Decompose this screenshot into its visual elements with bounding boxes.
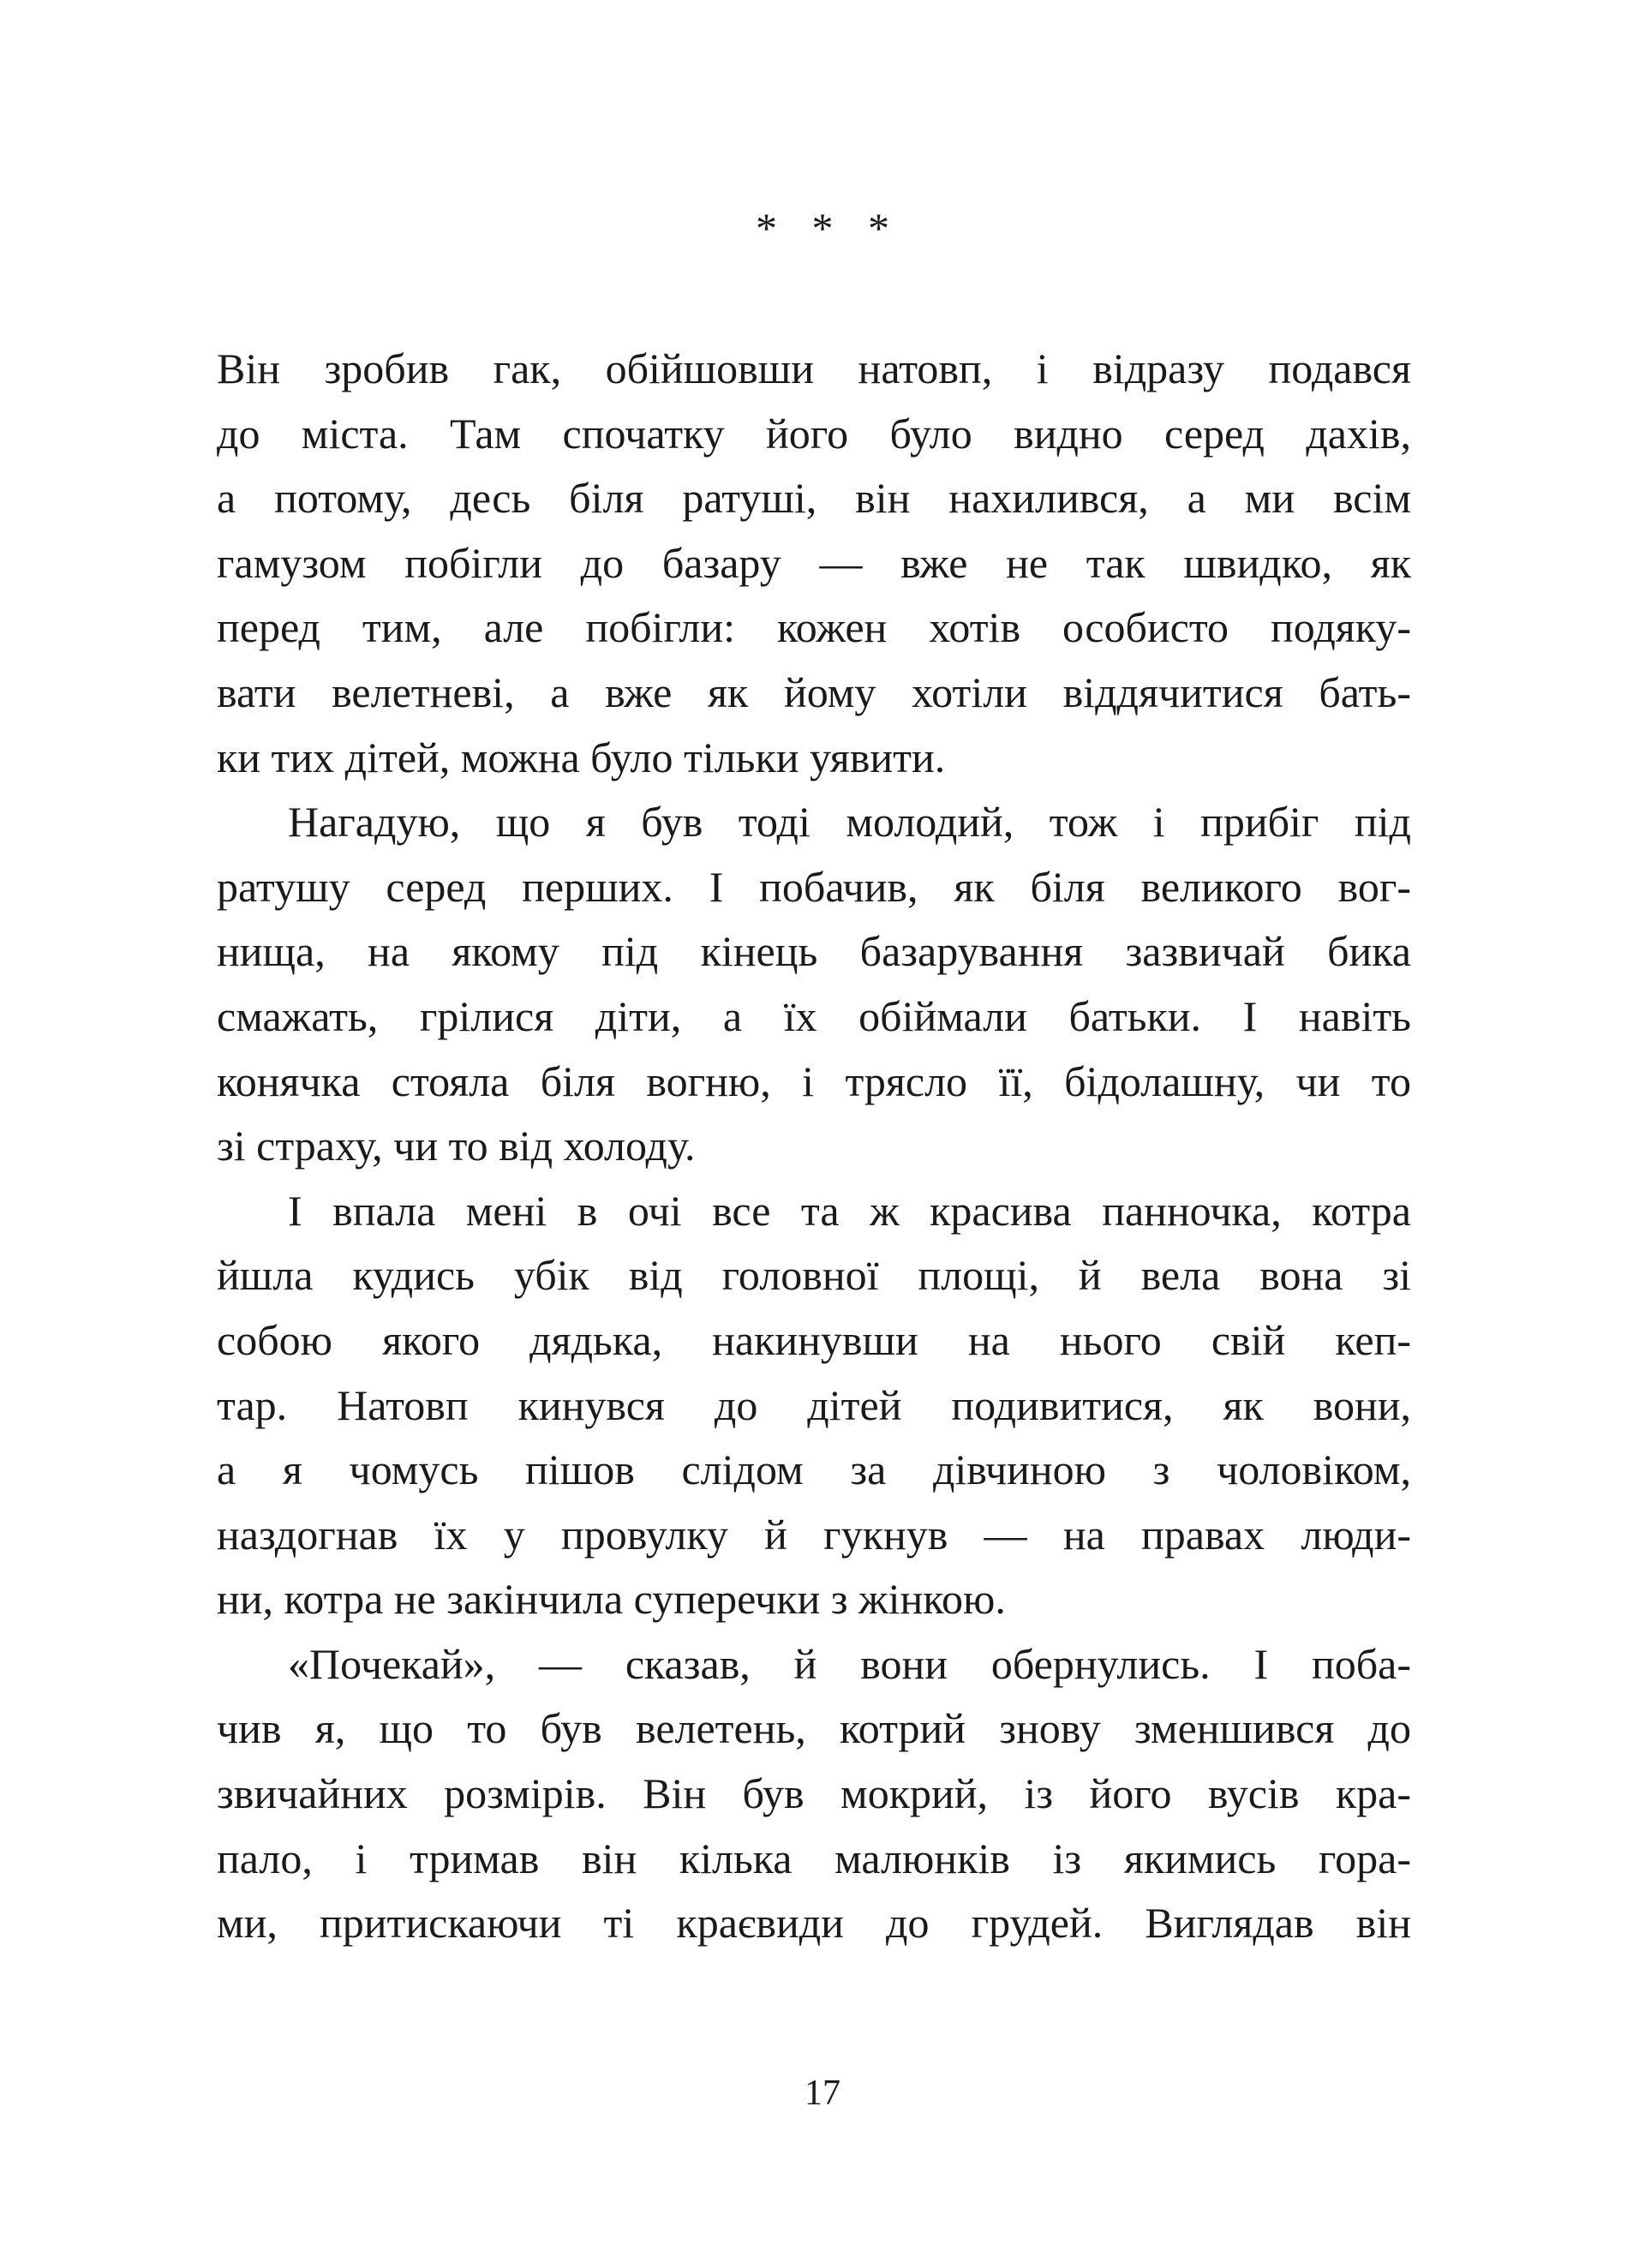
text-line: Нагадую, що я був тоді молодий, тож і прибіг під [288, 798, 1411, 847]
text-line: а потому, десь біля ратуші, він нахилився, а ми всім [217, 474, 1411, 523]
text-line: «Почекай», — сказав, й вони обернулись. І поба- [288, 1639, 1411, 1688]
paragraph [217, 337, 1411, 790]
text-line: пало, і тримав він кілька малюнків із якимись гора- [217, 1834, 1411, 1882]
text-line: собою якого дядька, накинувши на нього свій кеп- [217, 1315, 1411, 1364]
text-line: ратушу серед перших. І побачив, як біля великого вог- [217, 862, 1411, 911]
text-line: ми, притискаючи ті краєвиди до грудей. Виглядав він [217, 1899, 1411, 1948]
text-line: Він зробив гак, обійшовши натовп, і відразу подався [217, 344, 1411, 392]
text-line: ки тих дітей, можна було тільки уявити. [217, 733, 946, 781]
text-line: чив я, що то був велетень, котрий знову зменшився до [217, 1704, 1411, 1753]
text-line: зі страху, чи то від холоду. [217, 1122, 696, 1170]
body-text [217, 337, 1411, 1956]
text-line: І впала мені в очі все та ж красива панночка, котра [288, 1186, 1411, 1235]
text-line: йшла кудись убік від головної площі, й вела вона зі [217, 1251, 1411, 1300]
text-line: ни, котра не закінчила суперечки з жінкою. [217, 1575, 1006, 1624]
text-line: нища, на якому під кінець базарування зазвичай бика [217, 927, 1411, 976]
text-line: наздогнав їх у провулку й гукнув — на правах люди- [217, 1510, 1411, 1559]
section-separator: * * * [756, 204, 901, 252]
text-line: тар. Натовп кинувся до дітей подивитися, як вони, [217, 1380, 1411, 1429]
paragraph [217, 790, 1411, 1179]
text-line: звичайних розмірів. Він був мокрий, із його вусів кра- [217, 1769, 1411, 1818]
text-line: вати велетневі, а вже як йому хотіли віддячитися бать- [217, 667, 1411, 716]
text-line: конячка стояла біля вогню, і трясло її, бідолашну, чи то [217, 1056, 1411, 1105]
text-line: а я чомусь пішов слідом за дівчиною з чоловіком, [217, 1445, 1411, 1494]
paragraph [217, 1632, 1411, 1956]
page-number: 17 [805, 2074, 840, 2113]
text-line: гамузом побігли до базару — вже не так швидко, як [217, 538, 1411, 587]
text-line: до міста. Там спочатку його було видно серед дахів, [217, 409, 1411, 458]
paragraph [217, 1179, 1411, 1632]
text-line: перед тим, але побігли: кожен хотів особисто подяку- [217, 603, 1411, 652]
text-line: смажать, грілися діти, а їх обіймали батьки. І навіть [217, 991, 1411, 1040]
